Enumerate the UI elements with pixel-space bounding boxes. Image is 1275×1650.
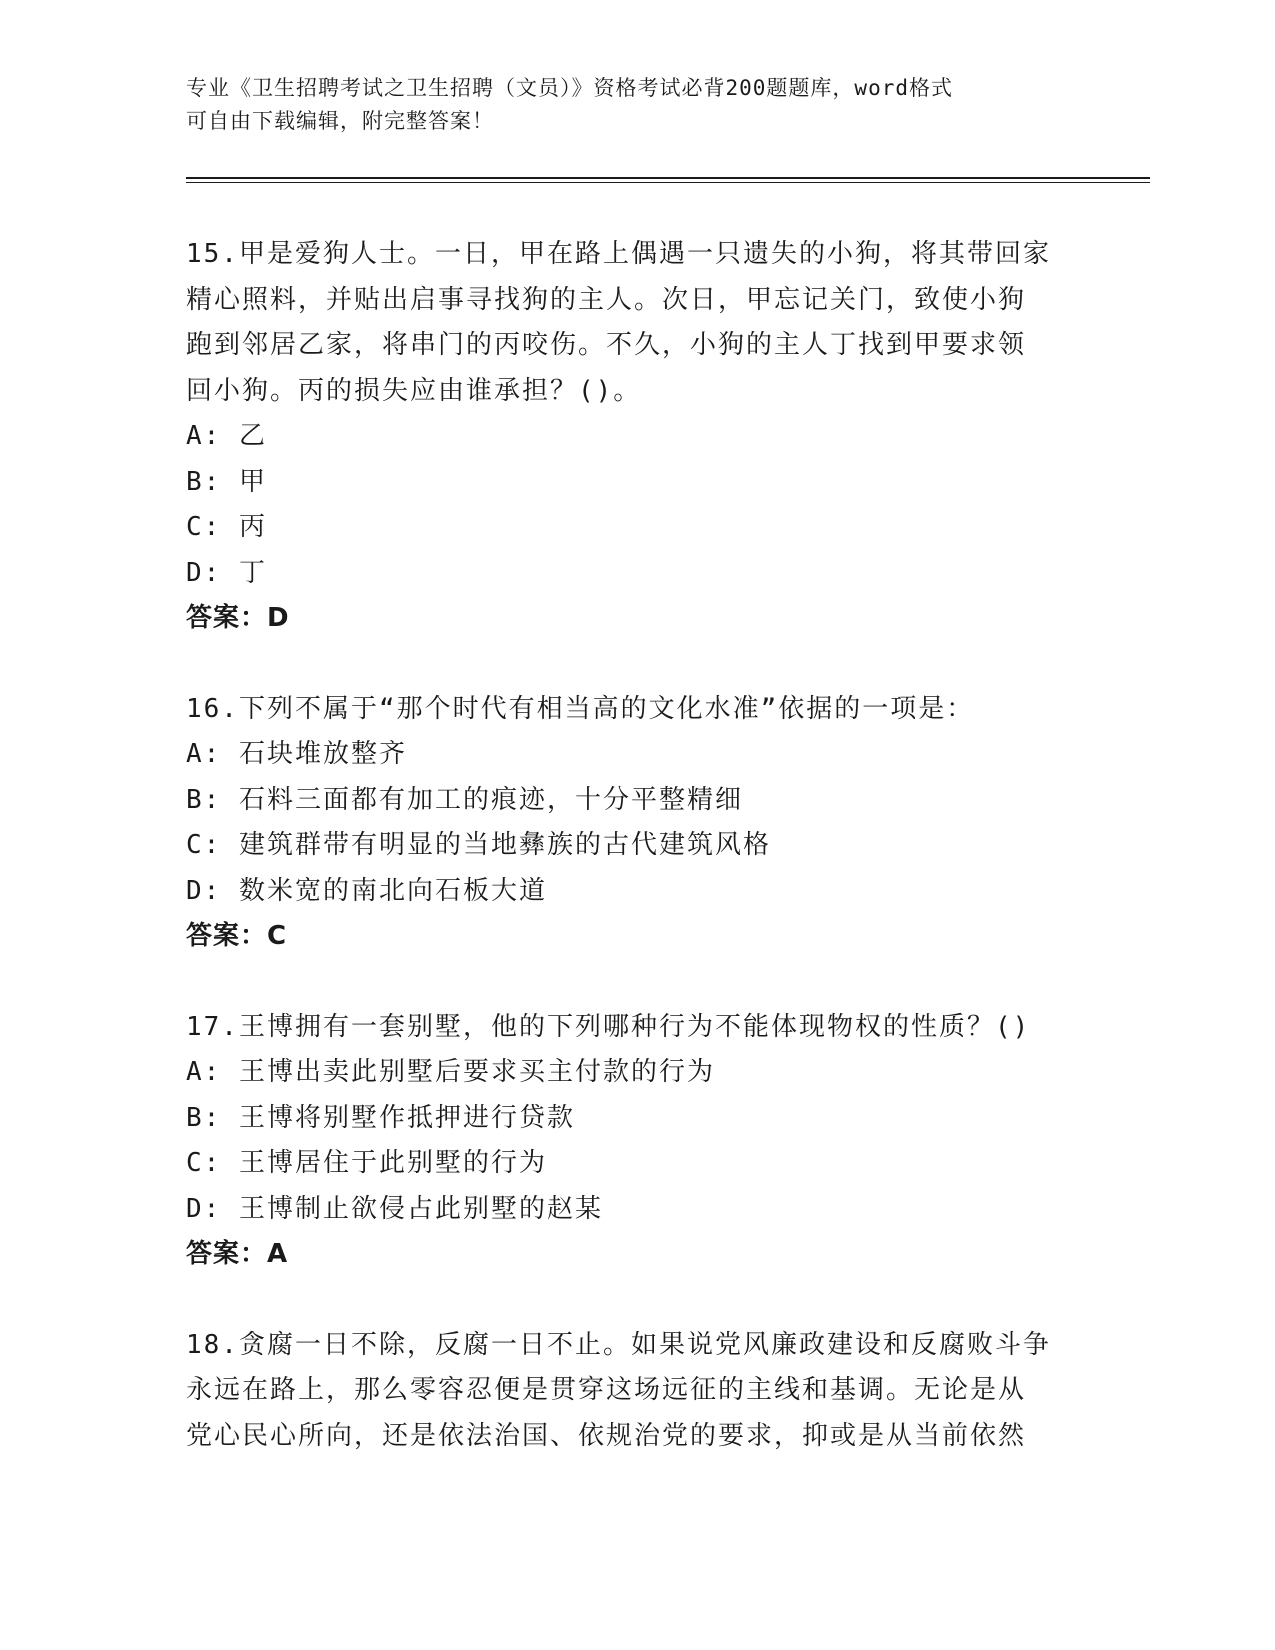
question-16 [186, 687, 1086, 960]
document-header [186, 72, 1086, 138]
question-text-line: 17.王博拥有一套别墅，他的下列哪种行为不能体现物权的性质？() [186, 1011, 1031, 1042]
option-a: A: 王博出卖此别墅后要求买主付款的行为 [186, 1057, 715, 1087]
option-a: A: 乙 [186, 421, 267, 451]
option-a: A: 石块堆放整齐 [186, 739, 407, 769]
question-18 [186, 1323, 1086, 1460]
option-b: B: 王博将别墅作抵押进行贷款 [186, 1102, 575, 1133]
option-c: C: 王博居住于此别墅的行为 [186, 1148, 547, 1178]
option-d: D: 王博制止欲侵占此别墅的赵某 [186, 1193, 603, 1224]
question-text-line: 16.下列不属于“那个时代有相当高的文化水准”依据的一项是： [186, 693, 975, 724]
answer-label: 答案：C [186, 921, 288, 951]
question-17 [186, 1005, 1086, 1278]
option-c: C: 建筑群带有明显的当地彝族的古代建筑风格 [186, 830, 771, 860]
option-d: D: 数米宽的南北向石板大道 [186, 875, 547, 906]
option-b: B: 甲 [186, 466, 267, 497]
question-text-line: 18.贪腐一日不除，反腐一日不止。如果说党风廉政建设和反腐败斗争 [186, 1329, 1051, 1360]
question-text-line: 党心民心所向，还是依法治国、依规治党的要求，抑或是从当前依然 [186, 1420, 1027, 1451]
answer-label: 答案：A [186, 1239, 289, 1269]
question-list [186, 232, 1086, 1504]
header-line-2: 可自由下载编辑，附完整答案！ [186, 109, 494, 133]
question-15 [186, 232, 1086, 642]
header-line-1: 专业《卫生招聘考试之卫生招聘（文员）》资格考试必背200题题库，word格式 [186, 76, 953, 100]
answer-label: 答案：D [186, 603, 290, 633]
question-text-line: 精心照料，并贴出启事寻找狗的主人。次日，甲忘记关门，致使小狗 [186, 284, 1027, 315]
question-text-line: 15.甲是爱狗人士。一日，甲在路上偶遇一只遗失的小狗，将其带回家 [186, 239, 1051, 269]
question-text-line: 永远在路上，那么零容忍便是贯穿这场远征的主线和基调。无论是从 [186, 1375, 1027, 1405]
option-d: D: 丁 [186, 557, 267, 588]
option-c: C: 丙 [186, 512, 267, 542]
option-b: B: 石料三面都有加工的痕迹，十分平整精细 [186, 784, 743, 815]
question-text-line: 回小狗。丙的损失应由谁承担？()。 [186, 375, 642, 406]
header-divider-thin [186, 182, 1150, 183]
question-text-line: 跑到邻居乙家，将串门的丙咬伤。不久，小狗的主人丁找到甲要求领 [186, 330, 1027, 360]
header-divider-thick [186, 177, 1150, 179]
